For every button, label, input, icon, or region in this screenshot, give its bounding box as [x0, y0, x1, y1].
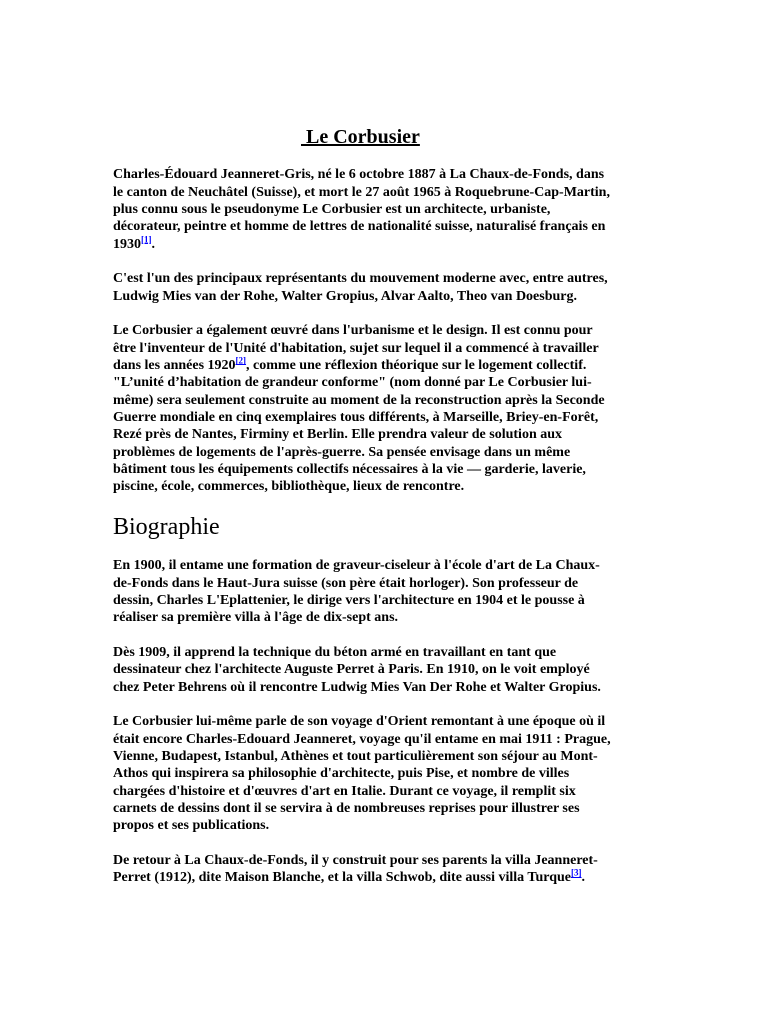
text-line: C'est l'un des principaux représentants du mouvement moderne avec, entre autres, — [113, 271, 608, 287]
text-line: bâtiment tous les équipements collectifs nécessaires à la vie — garderie, laverie, — [113, 462, 586, 478]
text-line: En 1900, il entame une formation de graveur-ciseleur à l'école d'art de La Chaux- — [113, 558, 600, 574]
text-line: Vienne, Budapest, Istanbul, Athènes et tout particulièrement son séjour au Mont- — [113, 748, 598, 764]
text-line: Le Corbusier lui-même parle de son voyage d'Orient remontant à une époque où il — [113, 714, 606, 730]
text-line: de-Fonds dans le Haut-Jura suisse (son père était horloger). Son professeur de — [113, 575, 579, 591]
text-line: Charles-Édouard Jeanneret-Gris, né le 6 octobre 1887 à La Chaux-de-Fonds, dans — [113, 167, 605, 183]
text-segment: . — [151, 236, 155, 252]
document-title-text: Le Corbusier — [306, 126, 420, 148]
document-title — [301, 125, 768, 149]
text-line — [113, 236, 768, 253]
text-line — [113, 869, 768, 886]
text-line: était encore Charles-Edouard Jeanneret, voyage qu'il entame en mai 1911 : Prague, — [113, 731, 611, 747]
paragraph — [113, 713, 768, 834]
paragraph — [113, 270, 768, 305]
text-line: Ludwig Mies van der Rohe, Walter Gropius, Alvar Aalto, Theo van Doesburg. — [113, 288, 578, 304]
text-segment: . — [581, 870, 586, 886]
text-line: dessinateur chez l'architecte Auguste Perret à Paris. En 1910, on le voit employé — [113, 662, 590, 678]
text-line: Rezé près de Nantes, Firminy et Berlin. Elle prendra valeur de solution aux — [113, 427, 563, 443]
text-line: problèmes de logements de l'après-guerre. Sa pensée envisage dans un même — [113, 444, 571, 460]
paragraph — [113, 852, 768, 887]
text-segment: 1930 — [113, 236, 141, 252]
footnote-ref-3[interactable]: [3] — [571, 867, 582, 878]
text-line: chez Peter Behrens où il rencontre Ludwig Mies Van Der Rohe et Walter Gropius. — [113, 679, 601, 695]
text-line: décorateur, peintre et homme de lettres de nationalité suisse, naturalisé français en — [113, 219, 606, 235]
text-line: plus connu sous le pseudonyme Le Corbusier est un architecte, urbaniste, — [113, 201, 551, 217]
paragraph — [113, 557, 768, 626]
text-line: même) sera seulement construite au moment de la reconstruction après la Seconde — [113, 392, 605, 408]
footnote-ref-1[interactable]: [1] — [141, 234, 152, 245]
text-line: Le Corbusier a également œuvré dans l'urbanisme et le design. Il est connu pour — [113, 323, 593, 339]
text-line: carnets de dessins dont il se servira à de nombreuses reprises pour illustrer ses — [113, 800, 580, 816]
section-heading-biographie: Biographie — [113, 514, 220, 541]
text-line: Guerre mondiale en cinq exemplaires tous différents, à Marseille, Briey-en-Forêt, — [113, 410, 599, 426]
text-line: piscine, école, commerces, bibliothèque, lieux de rencontre. — [113, 479, 465, 495]
text-segment: Perret (1912), dite Maison Blanche, et la villa Schwob, dite aussi villa Turque — [113, 870, 572, 886]
text-line: De retour à La Chaux-de-Fonds, il y construit pour ses parents la villa Jeanneret- — [113, 853, 598, 869]
text-line: propos et ses publications. — [113, 818, 270, 834]
text-line: Athos qui inspirera sa philosophie d'architecte, puis Pise, et nombre de villes — [113, 766, 570, 782]
text-line: le canton de Neuchâtel (Suisse), et mort le 27 août 1965 à Roquebrune-Cap-Martin, — [113, 184, 610, 200]
text-line: chargées d'histoire et d'œuvres d'art en Italie. Durant ce voyage, il remplit six — [113, 783, 576, 799]
footnote-ref-2[interactable]: [2] — [235, 355, 247, 366]
text-line: réaliser sa première villa à l'âge de dix-sept ans. — [113, 610, 399, 626]
text-line: Dès 1909, il apprend la technique du béton armé en travaillant en tant que — [113, 644, 557, 660]
paragraph — [113, 166, 768, 253]
paragraph — [113, 322, 768, 495]
text-segment: dans les années 1920 — [113, 358, 236, 374]
paragraph — [113, 644, 768, 696]
text-segment: , comme une réflexion théorique sur le logement collectif. — [246, 358, 587, 374]
text-line: être l'inventeur de l'Unité d'habitation, sujet sur lequel il a commencé à travailler — [113, 340, 599, 356]
text-line: "L’unité d’habitation de grandeur conforme" (nom donné par Le Corbusier lui- — [113, 375, 592, 391]
text-line — [113, 357, 768, 374]
text-line: dessin, Charles L'Eplattenier, le dirige vers l'architecture en 1904 et le pousse à — [113, 592, 585, 608]
